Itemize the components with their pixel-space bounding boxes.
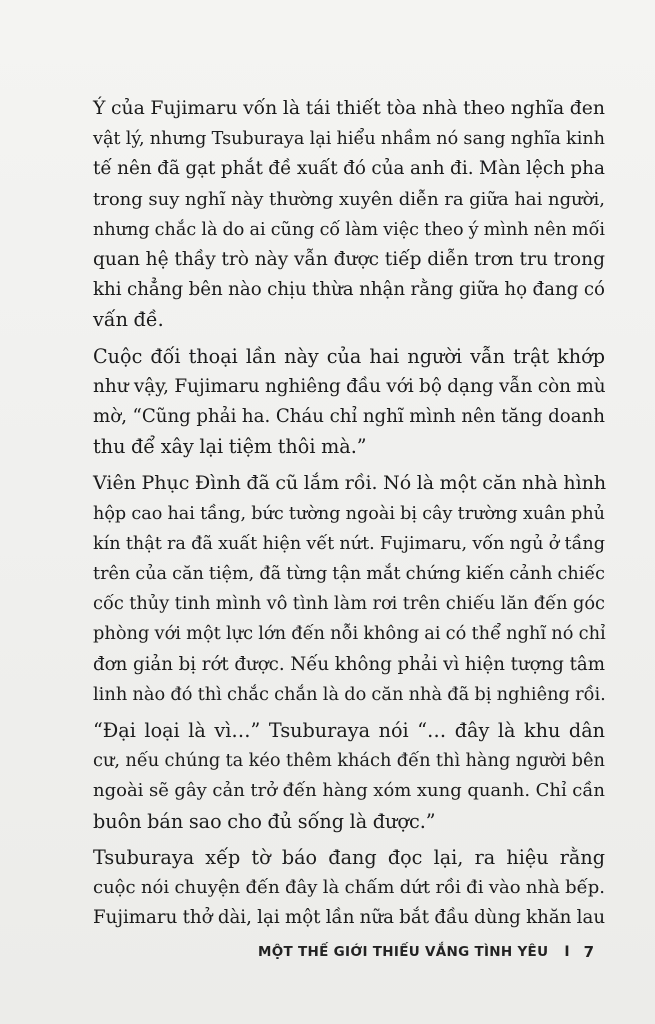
footer-separator: I [564,944,570,960]
text-line: cư, nếu chúng ta kéo thêm khách đến thì hàng người bên [93,750,605,772]
paragraph [93,716,605,837]
text-line: khi chẳng bên nào chịu thừa nhận rằng giữa họ đang có [93,279,605,301]
page-number: 7 [583,943,595,961]
text-line: như vậy, Fujimaru nghiêng đầu với bộ dạng vẫn còn mù [93,375,606,397]
text-line: đơn giản bị rớt được. Nếu không phải vì hiện tượng tâm [93,653,605,675]
text-line: mờ, “Cũng phải ha. Cháu chỉ nghĩ mình nên tăng doanh [93,406,605,428]
text-line: trên của căn tiệm, đã từng tận mắt chứng kiến cảnh chiếc [93,564,605,585]
paragraph [93,94,605,336]
text-line: “Đại loại là vì…” Tsuburaya nói “… đây là khu dân [93,719,605,743]
text-line: thu để xây lại tiệm thôi mà.” [93,435,367,459]
text-line: cốc thủy tinh mình vô tình làm rơi trên chiếu lăn đến góc [93,593,605,615]
text-line: vật lý, nhưng Tsuburaya lại hiểu nhầm nó sang nghĩa kinh [93,129,605,150]
text-line: trong suy nghĩ này thường xuyên diễn ra giữa hai người, [93,188,605,210]
paragraph [93,342,605,463]
paragraph [93,468,605,710]
text-line: linh nào đó thì chắc chắn là do căn nhà đã bị nghiêng rồi. [93,683,606,705]
text-line: phòng với một lực lớn đến nỗi không ai có thể nghĩ nó chỉ [93,623,606,645]
text-line: Fujimaru thở dài, lại một lần nữa bắt đầu dùng khăn lau [93,907,606,929]
text-line: kín thật ra đã xuất hiện vết nứt. Fujimaru, vốn ngủ ở tầng [93,533,605,554]
text-line: quan hệ thầy trò này vẫn được tiếp diễn trơn tru trong [93,249,605,271]
page-footer [258,940,598,964]
text-line: Cuộc đối thoại lần này của hai người vẫn trật khớp [93,344,605,368]
text-line: vấn đề. [93,308,164,332]
text-line: nhưng chắc là do ai cũng cố làm việc theo ý mình nên mối [93,219,605,240]
text-line: buôn bán sao cho đủ sống là được.” [93,809,436,833]
text-line: Ý của Fujimaru vốn là tái thiết tòa nhà theo nghĩa đen [93,98,605,119]
body-text [93,94,605,933]
paragraph [93,843,605,934]
text-line: tế nên đã gạt phắt đề xuất đó của anh đi. Màn lệch pha [93,158,605,180]
text-line: hộp cao hai tầng, bức tường ngoài bị cây trường xuân phủ [93,503,605,524]
text-line: cuộc nói chuyện đến đây là chấm dứt rồi đi vào nhà bếp. [93,877,605,899]
running-title: MỘT THẾ GIỚI THIẾU VẮNG TÌNH YÊU [258,944,549,960]
text-line: Viên Phục Đình đã cũ lắm rồi. Nó là một căn nhà hình [93,472,607,495]
text-line: ngoài sẽ gây cản trở đến hàng xóm xung quanh. Chỉ cần [93,780,605,802]
text-line: Tsuburaya xếp tờ báo đang đọc lại, ra hiệu rằng [93,845,605,869]
